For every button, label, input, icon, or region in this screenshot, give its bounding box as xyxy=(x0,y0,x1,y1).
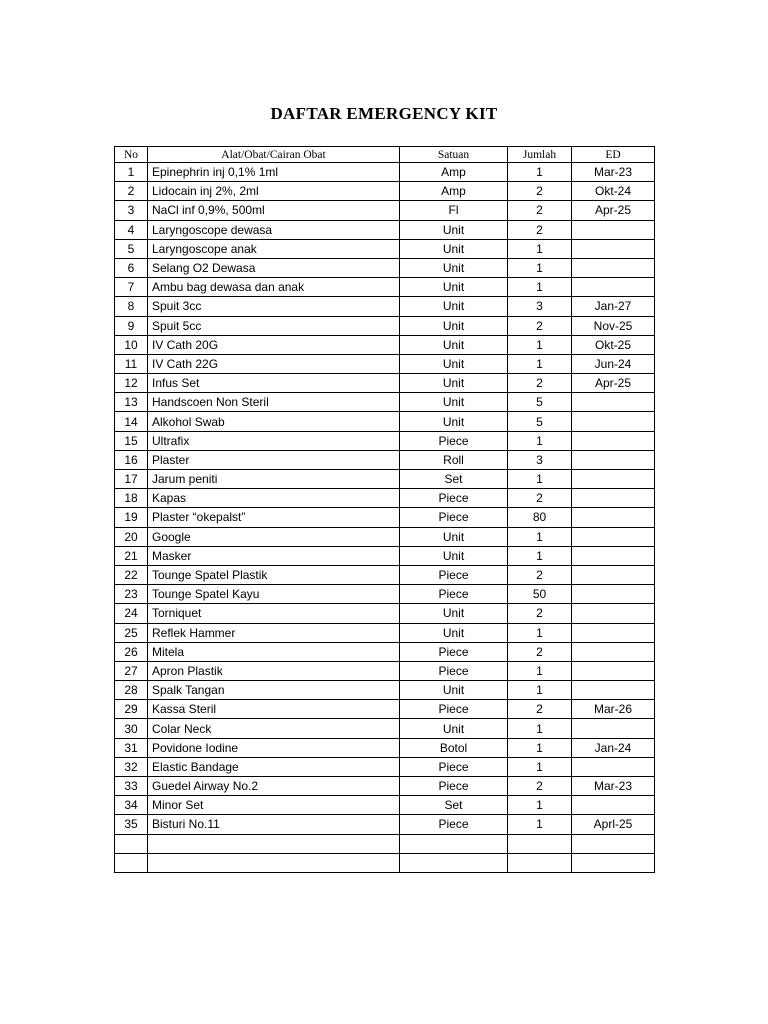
cell-qty: 2 xyxy=(508,220,572,239)
cell-ed xyxy=(572,278,655,297)
cell-unit: Unit xyxy=(400,527,508,546)
table-row xyxy=(115,163,655,182)
header-ed: ED xyxy=(572,147,655,163)
cell-ed: Jun-24 xyxy=(572,354,655,373)
cell-unit: Set xyxy=(400,470,508,489)
cell-unit: Piece xyxy=(400,642,508,661)
table-row xyxy=(115,182,655,201)
cell-ed: Jan-24 xyxy=(572,738,655,757)
table-row xyxy=(115,431,655,450)
table-row xyxy=(115,508,655,527)
cell-ed xyxy=(572,258,655,277)
cell-no: 18 xyxy=(115,489,148,508)
cell-ed xyxy=(572,450,655,469)
cell-no: 26 xyxy=(115,642,148,661)
emergency-kit-table xyxy=(114,146,655,873)
cell-qty: 1 xyxy=(508,354,572,373)
cell-item: Spalk Tangan xyxy=(148,681,400,700)
cell-ed xyxy=(572,220,655,239)
cell-unit: Unit xyxy=(400,374,508,393)
table-row xyxy=(115,585,655,604)
table-row xyxy=(115,239,655,258)
table-row xyxy=(115,623,655,642)
table-row xyxy=(115,719,655,738)
cell-no: 22 xyxy=(115,565,148,584)
cell-no: 13 xyxy=(115,393,148,412)
cell-item: Kassa Steril xyxy=(148,700,400,719)
cell-item xyxy=(148,853,400,872)
table-row xyxy=(115,412,655,431)
cell-item: Google xyxy=(148,527,400,546)
cell-no: 1 xyxy=(115,163,148,182)
cell-no: 33 xyxy=(115,777,148,796)
header-qty: Jumlah xyxy=(508,147,572,163)
cell-item: Spuit 5cc xyxy=(148,316,400,335)
cell-item: Epinephrin inj 0,1% 1ml xyxy=(148,163,400,182)
cell-unit: Unit xyxy=(400,354,508,373)
cell-qty: 2 xyxy=(508,604,572,623)
cell-item: Reflek Hammer xyxy=(148,623,400,642)
cell-ed: Mar-26 xyxy=(572,700,655,719)
cell-unit: Unit xyxy=(400,220,508,239)
cell-qty: 1 xyxy=(508,661,572,680)
cell-item: Spuit 3cc xyxy=(148,297,400,316)
table-row xyxy=(115,661,655,680)
cell-unit: Unit xyxy=(400,297,508,316)
cell-no: 5 xyxy=(115,239,148,258)
cell-ed xyxy=(572,681,655,700)
cell-item: Plaster “okepalst” xyxy=(148,508,400,527)
cell-item: Guedel Airway No.2 xyxy=(148,777,400,796)
cell-item: Selang O2 Dewasa xyxy=(148,258,400,277)
table-row xyxy=(115,297,655,316)
cell-ed: Apr-25 xyxy=(572,201,655,220)
cell-qty: 2 xyxy=(508,489,572,508)
cell-qty: 2 xyxy=(508,565,572,584)
cell-item: Torniquet xyxy=(148,604,400,623)
table-row xyxy=(115,527,655,546)
cell-qty: 1 xyxy=(508,258,572,277)
table-row xyxy=(115,700,655,719)
cell-unit: Fl xyxy=(400,201,508,220)
header-item: Alat/Obat/Cairan Obat xyxy=(148,147,400,163)
cell-qty xyxy=(508,853,572,872)
cell-qty: 1 xyxy=(508,738,572,757)
cell-unit xyxy=(400,834,508,853)
cell-ed xyxy=(572,719,655,738)
table-row xyxy=(115,853,655,872)
cell-ed xyxy=(572,546,655,565)
cell-unit: Botol xyxy=(400,738,508,757)
cell-no xyxy=(115,853,148,872)
cell-no: 19 xyxy=(115,508,148,527)
table-row xyxy=(115,796,655,815)
cell-qty: 1 xyxy=(508,546,572,565)
table-row xyxy=(115,201,655,220)
cell-no: 7 xyxy=(115,278,148,297)
cell-qty: 1 xyxy=(508,239,572,258)
cell-qty xyxy=(508,834,572,853)
cell-unit: Piece xyxy=(400,777,508,796)
cell-qty: 5 xyxy=(508,412,572,431)
cell-no: 16 xyxy=(115,450,148,469)
cell-item: Minor Set xyxy=(148,796,400,815)
cell-ed: Mar-23 xyxy=(572,777,655,796)
cell-unit: Unit xyxy=(400,623,508,642)
cell-item: Bisturi No.11 xyxy=(148,815,400,834)
cell-item: Apron Plastik xyxy=(148,661,400,680)
cell-no xyxy=(115,834,148,853)
cell-ed xyxy=(572,508,655,527)
cell-item: Laryngoscope dewasa xyxy=(148,220,400,239)
cell-ed xyxy=(572,412,655,431)
cell-no: 20 xyxy=(115,527,148,546)
cell-no: 28 xyxy=(115,681,148,700)
cell-unit: Piece xyxy=(400,565,508,584)
cell-item: Jarum peniti xyxy=(148,470,400,489)
cell-unit: Unit xyxy=(400,393,508,412)
cell-item: Ambu bag dewasa dan anak xyxy=(148,278,400,297)
cell-item: Masker xyxy=(148,546,400,565)
table-row xyxy=(115,278,655,297)
table-row xyxy=(115,777,655,796)
cell-no: 2 xyxy=(115,182,148,201)
header-no: No xyxy=(115,147,148,163)
cell-no: 12 xyxy=(115,374,148,393)
cell-no: 10 xyxy=(115,335,148,354)
cell-no: 34 xyxy=(115,796,148,815)
cell-qty: 1 xyxy=(508,757,572,776)
cell-item: Povidone Iodine xyxy=(148,738,400,757)
table-row xyxy=(115,335,655,354)
cell-item: Elastic Bandage xyxy=(148,757,400,776)
cell-no: 14 xyxy=(115,412,148,431)
table-row xyxy=(115,354,655,373)
cell-qty: 2 xyxy=(508,374,572,393)
cell-no: 25 xyxy=(115,623,148,642)
cell-item: Mitela xyxy=(148,642,400,661)
cell-qty: 2 xyxy=(508,316,572,335)
cell-qty: 2 xyxy=(508,700,572,719)
cell-unit: Piece xyxy=(400,431,508,450)
cell-no: 11 xyxy=(115,354,148,373)
cell-unit: Amp xyxy=(400,163,508,182)
cell-item: NaCl inf 0,9%, 500ml xyxy=(148,201,400,220)
cell-item: Plaster xyxy=(148,450,400,469)
cell-qty: 1 xyxy=(508,796,572,815)
cell-qty: 5 xyxy=(508,393,572,412)
cell-item: Tounge Spatel Kayu xyxy=(148,585,400,604)
cell-qty: 1 xyxy=(508,470,572,489)
cell-qty: 3 xyxy=(508,450,572,469)
table-row xyxy=(115,393,655,412)
cell-unit: Piece xyxy=(400,585,508,604)
cell-no: 30 xyxy=(115,719,148,738)
cell-item: Lidocain inj 2%, 2ml xyxy=(148,182,400,201)
cell-item: IV Cath 22G xyxy=(148,354,400,373)
cell-no: 32 xyxy=(115,757,148,776)
cell-item: Kapas xyxy=(148,489,400,508)
cell-ed xyxy=(572,796,655,815)
cell-no: 17 xyxy=(115,470,148,489)
cell-ed xyxy=(572,585,655,604)
cell-item: Tounge Spatel Plastik xyxy=(148,565,400,584)
table-row xyxy=(115,681,655,700)
cell-ed: Okt-25 xyxy=(572,335,655,354)
table-row xyxy=(115,565,655,584)
cell-qty: 2 xyxy=(508,182,572,201)
table-row xyxy=(115,450,655,469)
table-row xyxy=(115,815,655,834)
cell-item: Alkohol Swab xyxy=(148,412,400,431)
cell-ed xyxy=(572,239,655,258)
cell-qty: 1 xyxy=(508,431,572,450)
cell-ed xyxy=(572,604,655,623)
table-row xyxy=(115,489,655,508)
table-row xyxy=(115,757,655,776)
cell-item: Colar Neck xyxy=(148,719,400,738)
cell-qty: 2 xyxy=(508,777,572,796)
cell-ed xyxy=(572,489,655,508)
cell-unit: Unit xyxy=(400,681,508,700)
table-body xyxy=(115,163,655,873)
cell-item: Infus Set xyxy=(148,374,400,393)
cell-ed xyxy=(572,393,655,412)
cell-ed xyxy=(572,565,655,584)
cell-qty: 1 xyxy=(508,815,572,834)
cell-no: 21 xyxy=(115,546,148,565)
cell-unit: Unit xyxy=(400,719,508,738)
cell-unit: Amp xyxy=(400,182,508,201)
cell-unit: Piece xyxy=(400,815,508,834)
cell-unit: Unit xyxy=(400,278,508,297)
cell-ed xyxy=(572,757,655,776)
cell-unit: Unit xyxy=(400,604,508,623)
cell-unit: Unit xyxy=(400,335,508,354)
cell-ed xyxy=(572,853,655,872)
table-row xyxy=(115,470,655,489)
cell-no: 31 xyxy=(115,738,148,757)
cell-unit: Unit xyxy=(400,258,508,277)
cell-unit: Unit xyxy=(400,546,508,565)
table-row xyxy=(115,738,655,757)
cell-qty: 2 xyxy=(508,642,572,661)
cell-no: 35 xyxy=(115,815,148,834)
cell-qty: 3 xyxy=(508,297,572,316)
cell-ed xyxy=(572,661,655,680)
cell-ed: Okt-24 xyxy=(572,182,655,201)
cell-unit: Unit xyxy=(400,316,508,335)
cell-no: 9 xyxy=(115,316,148,335)
table-header-row xyxy=(115,147,655,163)
table-row xyxy=(115,316,655,335)
cell-ed: Mar-23 xyxy=(572,163,655,182)
cell-no: 8 xyxy=(115,297,148,316)
cell-unit: Piece xyxy=(400,757,508,776)
cell-qty: 1 xyxy=(508,527,572,546)
table-row xyxy=(115,642,655,661)
cell-no: 3 xyxy=(115,201,148,220)
cell-qty: 1 xyxy=(508,623,572,642)
cell-unit: Roll xyxy=(400,450,508,469)
cell-ed: Nov-25 xyxy=(572,316,655,335)
cell-ed xyxy=(572,527,655,546)
cell-no: 23 xyxy=(115,585,148,604)
cell-no: 6 xyxy=(115,258,148,277)
cell-ed xyxy=(572,642,655,661)
cell-ed: Apr-25 xyxy=(572,374,655,393)
table-row xyxy=(115,374,655,393)
cell-qty: 1 xyxy=(508,681,572,700)
cell-item: Laryngoscope anak xyxy=(148,239,400,258)
cell-unit: Piece xyxy=(400,508,508,527)
cell-qty: 1 xyxy=(508,278,572,297)
cell-no: 24 xyxy=(115,604,148,623)
table-row xyxy=(115,220,655,239)
cell-qty: 50 xyxy=(508,585,572,604)
cell-ed xyxy=(572,431,655,450)
table-row xyxy=(115,834,655,853)
cell-ed: Aprl-25 xyxy=(572,815,655,834)
table-row xyxy=(115,604,655,623)
cell-no: 29 xyxy=(115,700,148,719)
cell-qty: 80 xyxy=(508,508,572,527)
cell-qty: 1 xyxy=(508,163,572,182)
cell-qty: 1 xyxy=(508,719,572,738)
cell-ed xyxy=(572,834,655,853)
cell-unit xyxy=(400,853,508,872)
cell-ed: Jan-27 xyxy=(572,297,655,316)
cell-unit: Piece xyxy=(400,661,508,680)
cell-no: 15 xyxy=(115,431,148,450)
cell-ed xyxy=(572,623,655,642)
cell-ed xyxy=(572,470,655,489)
cell-item: Ultrafix xyxy=(148,431,400,450)
cell-unit: Piece xyxy=(400,489,508,508)
document-title: DAFTAR EMERGENCY KIT xyxy=(270,104,498,123)
cell-unit: Unit xyxy=(400,239,508,258)
cell-unit: Unit xyxy=(400,412,508,431)
cell-unit: Piece xyxy=(400,700,508,719)
cell-qty: 1 xyxy=(508,335,572,354)
cell-no: 27 xyxy=(115,661,148,680)
cell-item: IV Cath 20G xyxy=(148,335,400,354)
cell-qty: 2 xyxy=(508,201,572,220)
table-row xyxy=(115,258,655,277)
cell-item xyxy=(148,834,400,853)
cell-item: Handscoen Non Steril xyxy=(148,393,400,412)
cell-no: 4 xyxy=(115,220,148,239)
cell-unit: Set xyxy=(400,796,508,815)
header-unit: Satuan xyxy=(400,147,508,163)
table-row xyxy=(115,546,655,565)
